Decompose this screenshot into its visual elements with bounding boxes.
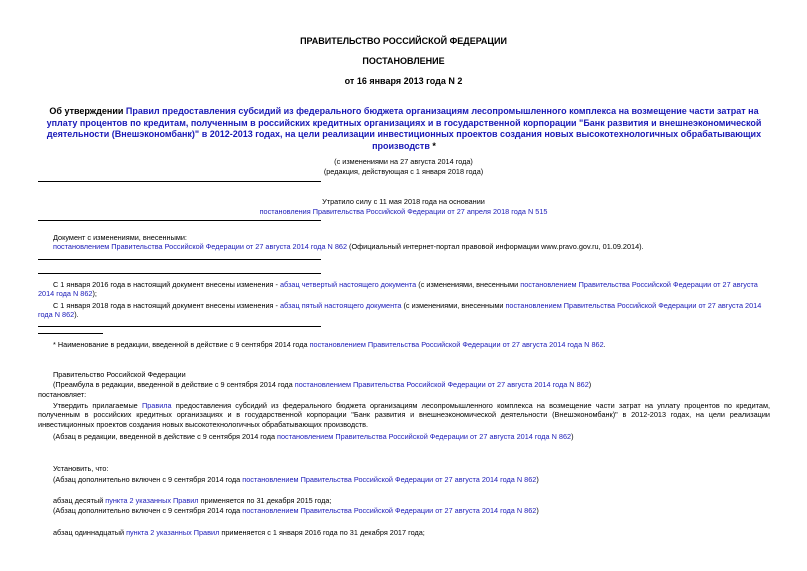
paragraph-11 xyxy=(53,528,785,537)
header-date: от 16 января 2013 года N 2 xyxy=(344,76,463,86)
header-government: ПРАВИТЕЛЬСТВО РОССИЙСКОЙ ФЕДЕРАЦИИ xyxy=(300,36,507,46)
divider xyxy=(38,273,321,274)
paragraph-text: применяется с 1 января 2016 года по 31 декабря 2017 года; xyxy=(219,528,425,537)
divider xyxy=(38,326,321,327)
preamble-text: (Преамбула в редакции, введенной в действие с 9 сентября 2014 года xyxy=(53,380,295,389)
footnote-text: . xyxy=(603,340,606,349)
abz-text: (Абзац в редакции, введенной в действие с 9 сентября 2014 года xyxy=(53,432,278,441)
approve-paragraph xyxy=(38,401,770,429)
paragraph-10 xyxy=(53,496,785,505)
added-note-link[interactable]: постановлением Правительства Российской Федерации от 27 августа 2014 года N 862 xyxy=(242,475,537,484)
gov-line: Правительство Российской Федерации xyxy=(53,370,186,379)
rules-point-2-link[interactable]: пункта 2 указанных Правил xyxy=(105,496,199,505)
footnote-divider xyxy=(38,333,103,334)
changes-link[interactable]: постановлением Правительства Российской Федерации от 27 августа 2014 года N 862 xyxy=(53,242,348,251)
added-note-text: (Абзац дополнительно включен с 9 сентября 2014 года xyxy=(53,475,243,484)
changes-line xyxy=(53,242,785,251)
added-note-1 xyxy=(53,475,785,484)
paragraph-text: применяется по 31 декабря 2015 года; xyxy=(198,496,332,505)
document-title xyxy=(38,106,770,153)
note-2016-text: ); xyxy=(92,289,97,299)
title-rules-link[interactable]: Правил предоставления субсидий из федерального бюджета организациям лесопромышленного комплекса на возмещение части затрат на уплату процентов по кредитам, полученным в российских кредитных организациях и в государственной корпорации "Банк развития и внешнеэкономической деятельности (Внешэкономбанк)" в 2012-2013 годах, на цели реализации инвестиционных проектов создания новых высокотехнологичных обрабатывающих производств xyxy=(46,106,762,152)
title-prefix: Об утверждении xyxy=(49,106,126,116)
added-note-text: ) xyxy=(536,506,539,515)
note-2016-para-link[interactable]: абзац четвертый настоящего документа xyxy=(280,280,417,289)
invalid-text: Утратило силу с 11 мая 2018 года на основании xyxy=(322,197,485,206)
note-2018 xyxy=(38,301,770,320)
header-doc-type: ПОСТАНОВЛЕНИЕ xyxy=(362,56,445,66)
invalid-link[interactable]: постановления Правительства Российской Федерации от 27 апреля 2018 года N 515 xyxy=(259,207,548,216)
note-2016 xyxy=(38,280,770,299)
note-2018-text: С 1 января 2018 года в настоящий документ внесены изменения - xyxy=(53,301,280,310)
note-2018-text: (с изменениями, внесенными xyxy=(401,301,506,310)
divider xyxy=(38,181,321,182)
note-2016-decree-link[interactable]: постановлением Правительства Российской Федерации от 27 августа 2014 года N 862 xyxy=(38,280,758,299)
footnote-link[interactable]: постановлением Правительства Российской Федерации от 27 августа 2014 года N 862 xyxy=(309,340,604,349)
rules-point-2-link[interactable]: пункта 2 указанных Правил xyxy=(126,528,220,537)
note-2016-text: С 1 января 2016 года в настоящий документ внесены изменения - xyxy=(53,280,280,289)
changes-label: Документ с изменениями, внесенными: xyxy=(53,233,187,242)
added-note-link[interactable]: постановлением Правительства Российской Федерации от 27 августа 2014 года N 862 xyxy=(242,506,537,515)
added-note-text: (Абзац дополнительно включен с 9 сентября 2014 года xyxy=(53,506,243,515)
note-2018-text: ). xyxy=(74,310,79,320)
footnote xyxy=(53,340,785,349)
preamble-link[interactable]: постановлением Правительства Российской Федерации от 27 августа 2014 года N 862 xyxy=(294,380,589,389)
paragraph-text: абзац одиннадцатый xyxy=(53,528,127,537)
note-2016-text: (с изменениями, внесенными xyxy=(416,280,521,289)
edition-changes: (с изменениями на 27 августа 2014 года) xyxy=(334,157,473,166)
added-note-2 xyxy=(53,506,785,515)
footnote-text: * Наименование в редакции, введенной в действие с 9 сентября 2014 года xyxy=(53,340,310,349)
changes-rest: (Официальный интернет-портал правовой информации www.pravo.gov.ru, 01.09.2014). xyxy=(347,242,644,251)
approve-text: предоставления субсидий из федерального бюджета организациям лесопромышленного комплекса на возмещение части затрат на уплату процентов по кредитам, полученным в российских кредитных организациях и в государственной корпорации "Банк развития и внешнеэкономической деятельности (Внешэкономбанк)" в 2012-2013 годах, на цели реализации инвестиционных проектов создания новых высокотехнологичных обрабатывающих производств. xyxy=(38,401,771,429)
added-note-text: ) xyxy=(536,475,539,484)
preamble-note xyxy=(53,380,785,389)
abz-text: ) xyxy=(571,432,574,441)
abz-link[interactable]: постановлением Правительства Российской Федерации от 27 августа 2014 года N 862 xyxy=(277,432,572,441)
abz-note xyxy=(53,432,785,441)
note-2018-para-link[interactable]: абзац пятый настоящего документа xyxy=(280,301,402,310)
edition-current: (редакция, действующая с 1 января 2018 года) xyxy=(323,167,484,176)
paragraph-text: абзац десятый xyxy=(53,496,106,505)
preamble-text: ) xyxy=(588,380,592,389)
approve-rules-link[interactable]: Правила xyxy=(141,401,172,410)
divider xyxy=(38,220,321,221)
approve-text: Утвердить прилагаемые xyxy=(53,401,142,410)
title-asterisk: * xyxy=(429,141,436,152)
divider xyxy=(38,259,321,260)
establish-line: Установить, что: xyxy=(53,464,109,473)
note-2018-decree-link[interactable]: постановлением Правительства Российской Федерации от 27 августа 2014 года N 862 xyxy=(38,301,762,320)
postanovlyaet: постановляет: xyxy=(38,390,87,399)
